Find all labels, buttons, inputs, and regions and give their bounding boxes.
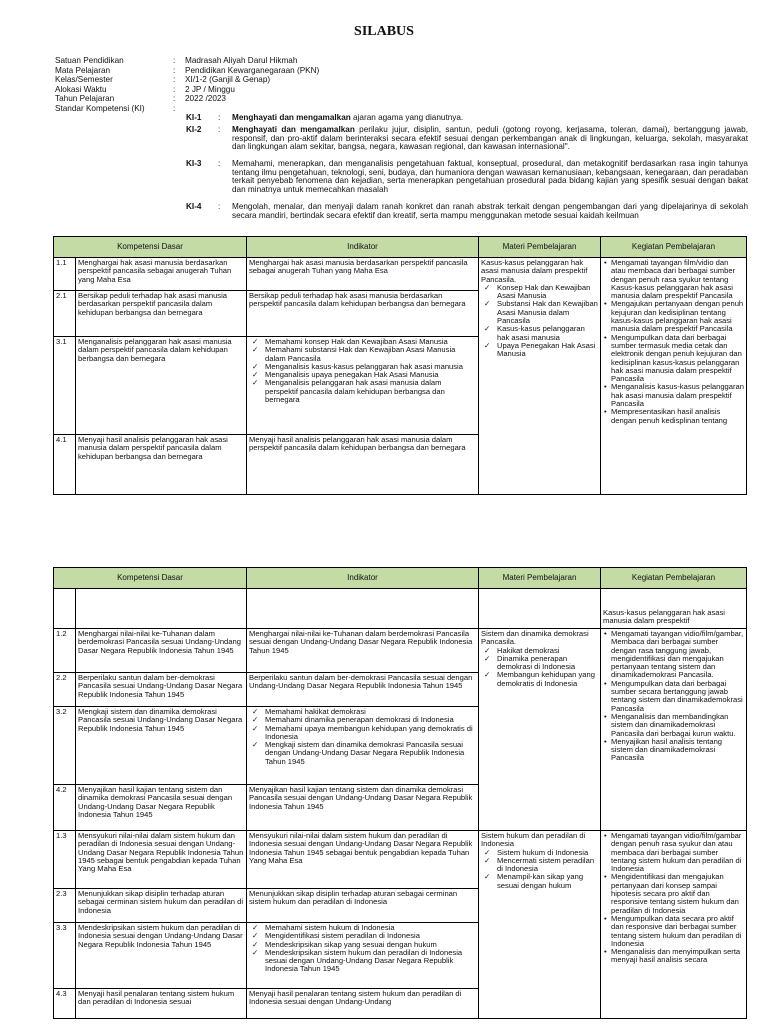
ki-item: KI-4 : Mengolah, menalar, dan menyaji dalam ranah konkret dan ranah abstrak terkait dengan pengembangan dari yang dipelajarinya di sekolah secara mandiri, bertindak secara efektif dan kreatif, serta mampu menggunakan metode sesuai kaidah keilmuan: [186, 202, 748, 220]
list-item: ✓ Upaya Penegakan Hak Asasi Manusia: [481, 342, 598, 359]
list-item: ✓ Membangun kehidupan yang demokratis di Indonesia: [481, 671, 598, 688]
ki-item: KI-1 : Menghayati dan mengamalkan ajaran agama yang dianutnya.: [186, 113, 464, 122]
materi-cell: Sistem hukum dan peradilan di Indonesia ✓ Sistem hukum di Indonesia ✓ Mencermati sistem peradilan di Indonesia ✓ Menampil-kan sikap yang sesuai dengan hukum: [479, 831, 601, 1019]
list-item: ✓ Sistem hukum di Indonesia: [481, 849, 598, 857]
list-item: ✓ Menganalisis upaya penegakan Hak Asasi Manusia: [249, 371, 476, 379]
kd-number: 4.1: [54, 435, 76, 495]
list-item: ✓ Hakikat demokrasi: [481, 647, 598, 655]
table-row: [54, 589, 747, 629]
list-item: • Mengumpulkan data secara pro aktif dan responsive dari berbagai sumber tentang sistem hukum dan peradilan di Indonesia: [603, 915, 744, 948]
syllabus-table-1: [53, 236, 747, 495]
table-row: 2.2 Berperilaku santun dalam ber-demokrasi Pancasila sesuai Undang-Undang Dasar Negara Republik Indonesia Tahun 1945 Berperilaku santun dalam ber-demokrasi Pancasila sesuai dengan Undang-Undang Dasar Negara Republik Indonesia Tahun 1945: [54, 673, 747, 707]
table-row: 1.2 Menghargai nilai-nilai ke-Tuhanan dalam berdemokrasi Pancasila sesuai Undang-Undang Dasar Negara Republik Indonesia Tahun 1945 Menghargai nilai-nilai ke-Tuhanan dalam berdemokrasi Pancasila sesuai dengan Undang-Undang Dasar Negara Republik Indonesia Tahun 1945 Sistem dan dinamika demokrasi Pancasila. ✓ Hakikat demokrasi ✓ Dinamika penerapan demokrasi di Indonesia ✓ Membangun kehidupan yang demokratis di Indonesia • Mengamati tayangan vidio/film/gambar, Membaca dari berbagai sumber dengan rasa tanggung jawab, mengidentifikasi dan mengajukan pertanyaan tentang sistem dan dinamikademokrasi Pancasila. • Mengumpulkan data dari berbagai sumber secara bertanggung jawab tentang sistem dan dinamikademokrasi Pancasila • Menganalisis dan membandingkan sistem dan dinamikademokrasi Pancasila dari berbagai kurun waktu. • Menyajikan hasil analisis tentang sistem dan dinamikademokrasi Pancasila: [54, 629, 747, 673]
kegiatan-cell: [601, 258, 747, 495]
list-item: • Mengumpulkan data dari berbagai sumber termasuk media cetak dan elektronik dengan penuh kejujuran dan kedisiplinan kasus-kasus pelanggaran hak asasi manusia dalam prespektif Pancasila: [603, 334, 744, 384]
kegiatan-cell: [601, 831, 747, 1019]
list-item: ✓ Memahami konsep Hak dan Kewajiban Asasi Manusia: [249, 338, 476, 346]
kd-number: 4.3: [54, 989, 76, 1019]
list-item: ✓ Memahami upaya membangun kehidupan yang demokratis di Indonesia: [249, 725, 476, 742]
table-row: 3.3 Mendeskripsikan sistem hukum dan peradilan di Indonesia sesuai dengan Undang-Undang Dasar Negara Republik Indonesia Tahun 1945 ✓ Memahami sistem hukum di Indonesia ✓ Mengidentifikasi sistem peradilan di Indonesia ✓ Mendeskripsikan sikap yang sesuai dengan hukum ✓ Mendeskripsikan sistem hukum dan peradilan di Indonesia sesuai dengan Undang-Undang Dasar Negara Republik Indonesia Tahun 1945: [54, 923, 747, 989]
list-item: ✓ Dinamika penerapan demokrasi di Indonesia: [481, 655, 598, 672]
list-item: • Menganalisis dan menyimpulkan serta menyaji hasil analisis secara: [603, 948, 744, 965]
header-kd: Kompetensi Dasar: [54, 237, 247, 258]
list-item: • Mengajukan pertanyaan dengan penuh kejujuran dan kedisiplinan tentang kasus-kasus pelanggaran hak asasi manusia dalam prespektif Pancasila: [603, 300, 744, 333]
list-item: • Mengumpulkan data dari berbagai sumber secara bertanggung jawab tentang sistem dan dinamikademokrasi Pancasila: [603, 680, 744, 713]
list-item: ✓ Konsep Hak dan Kewajiban Asasi Manusia: [481, 284, 598, 301]
list-item: ✓ Substansi Hak dan Kewajiban Asasi Manusia dalam Pancasila: [481, 300, 598, 325]
info-row: Alokasi Waktu : 2 JP / Minggu: [55, 84, 235, 94]
table-row: 4.3 Menyaji hasil penalaran tentang sistem hukum dan peradilan di Indonesia sesuai Menyaji hasil penalaran tentang sistem hukum dan peradilan di Indonesia sesuai dengan Undang-Undang: [54, 989, 747, 1019]
table-row: 3.2 Mengkaji sistem dan dinamika demokrasi Pancasila sesuai Undang-Undang Dasar Negara Republik Indonesia Tahun 1945 ✓ Memahami hakikat demokrasi ✓ Memahami dinamika penerapan demokrasi di Indonesia ✓ Memahami upaya membangun kehidupan yang demokratis di Indonesia ✓ Mengkaji sistem dan dinamika demokrasi Pancasila sesuai dengan Undang-Undang Dasar Negara Republik Indonesia Tahun 1945: [54, 707, 747, 785]
info-row: Satuan Pendidikan : Madrasah Aliyah Darul Hikmah: [55, 56, 298, 65]
kd-number: 2.2: [54, 673, 76, 707]
kd-number: 3.2: [54, 707, 76, 785]
list-item: • Menyajikan hasil analisis tentang sistem dan dinamikademokrasi Pancasila: [603, 738, 744, 763]
info-row: Standar Kompetensi (KI) :: [55, 103, 176, 113]
syllabus-table-2: [53, 567, 747, 1019]
table-row: 2.3 Menunjukkan sikap disiplin terhadap aturan sebagai cerminan sistem hukum dan peradilan di Indonesia Menunjukkan sikap disiplin terhadap aturan sebagai cerminan sistem hukum dan peradilan di Indonesia: [54, 889, 747, 923]
list-item: ✓ Menganalisis kasus-kasus pelanggaran hak asasi manusia: [249, 363, 476, 371]
list-item: ✓ Mengidentifikasi sistem peradilan di Indonesia: [249, 932, 476, 940]
list-item: ✓ Memahami dinamika penerapan demokrasi di Indonesia: [249, 716, 476, 724]
header-indikator: Indikator: [247, 237, 479, 258]
list-item: ✓ Mendeskripsikan sikap yang sesuai dengan hukum: [249, 941, 476, 949]
info-row: Mata Pelajaran : Pendidikan Kewarganegaraan (PKN): [55, 65, 320, 75]
table-row: 2.1 Bersikap peduli terhadap hak asasi manusia berdasarkan perspektif pancasila dalam kehidupan berbangsa dan bernegara Bersikap peduli terhadap hak asasi manusia berdasarkan perspektif pancasila dalam kehidupan berbangsa dan bernegara: [54, 291, 747, 337]
ki-item: KI-3 : Memahami, menerapkan, dan menganalisis pengetahuan faktual, konseptual, prosedural, dan metakognitif berdasarkan rasa ingin tahunya tentang ilmu pengetahuan, teknologi, seni, budaya, dan humaniora dengan wawasan kemanusiaan, kebangsaan, kenegaraan, dan peradaban terkait penyebab fenomena dan kejadian, serta menerapkan pengetahuan prosedural pada bidang kajian yang spesifik sesuai dengan bakat dan minatnya untuk memecahkan masalah: [186, 159, 748, 194]
info-row: Kelas/Semester : XI/1-2 (Ganjil & Genap): [55, 75, 271, 85]
list-item: • Mengidentifikasi dan mengajukan pertanyaan dari konsep sampai hipotesis secara pro aktif dan responsive tentang sistem hukum dan peradilan di Indonesia: [603, 873, 744, 914]
header-materi: Materi Pembelajaran: [479, 237, 601, 258]
list-item: ✓ Menganalisis pelanggaran hak asasi manusia dalam perspektif pancasila dalam kehidupan berbangsa dan bernegara: [249, 379, 476, 404]
table-header: [54, 237, 747, 258]
list-item: • Menganalisis kasus-kasus pelanggaran hak asasi manusia dalam prespektif Pancasila: [603, 383, 744, 408]
kd-number: 4.2: [54, 785, 76, 831]
table-header: Kompetensi Dasar Indikator Materi Pembelajaran Kegiatan Pembelajaran: [54, 568, 747, 589]
kd-number: 2.1: [54, 291, 76, 337]
list-item: ✓ Menampil-kan sikap yang sesuai dengan hukum: [481, 873, 598, 890]
table-row: 4.1 Menyaji hasil analisis pelanggaran hak asasi manusia dalam perspektif pancasila dalam kehidupan berbangsa dan bernegara Menyaji hasil analisis pelanggaran hak asasi manusia dalam perspektif pancasila dalam kehidupan berbangsa dan bernegara: [54, 435, 747, 495]
carry-over-text: Kasus-kasus pelanggaran hak asasi manusia dalam prespektif: [603, 609, 725, 626]
list-item: • Menganalisis dan membandingkan sistem dan dinamikademokrasi Pancasila dari berbagai kurun waktu.: [603, 713, 744, 738]
info-row: Tahun Pelajaran : 2022 /2023: [55, 94, 226, 104]
kd-number: 1.2: [54, 629, 76, 673]
list-item: • Mengamati tayangan vidio/film/gambar dengan penuh rasa syukur dan atau membaca dari berbagai sumber tentang sistem hukum dan peradilan di Indonesia: [603, 832, 744, 873]
list-item: • Mempresentasikan hasil analisis dengan penuh kedisplinan tentang: [603, 408, 744, 425]
kegiatan-cell: [601, 629, 747, 831]
list-item: ✓ Memahami sistem hukum di Indonesia: [249, 924, 476, 932]
list-item: ✓ Memahami hakikat demokrasi: [249, 708, 476, 716]
table-row: 1.1 Menghargai hak asasi manusia berdasarkan perspektif pancasila sebagai anugerah Tuhan yang Maha Esa Menghargai hak asasi manusia berdasarkan perspektif pancasila sebagai anugerah Tuhan yang Maha Esa Kasus-kasus pelanggaran hak asasi manusia dalam prespektif Pancasila. ✓ Konsep Hak dan Kewajiban Asasi Manusia ✓ Substansi Hak dan Kewajiban Asasi Manusia dalam Pancasila ✓ Kasus-kasus pelanggaran hak asasi manusia ✓ Upaya Penegakan Hak Asasi Manusia • Mengamati tayangan film/vidio dan atau membaca dari berbagai sumber dengan penuh rasa syukur tentang Kasus-kasus pelanggaran hak asasi manusia dalam prespektif Pancasila • Mengajukan pertanyaan dengan penuh kejujuran dan kedisiplinan tentang kasus-kasus pelanggaran hak asasi manusia dalam prespektif Pancasila • Mengumpulkan data dari berbagai sumber termasuk media cetak dan elektronik dengan penuh kejujuran dan kedisiplinan kasus-kasus pelanggaran hak asasi manusia dalam prespektif Pancasila • Menganalisis kasus-kasus pelanggaran hak asasi manusia dalam prespektif Pancasila • Mempresentasikan hasil analisis dengan penuh kedisplinan tentang: [54, 258, 747, 291]
table-row: 3.1 Menganalisis pelanggaran hak asasi manusia dalam perspektif pancasila dalam kehidupan berbangsa dan bernegara ✓ Memahami konsep Hak dan Kewajiban Asasi Manusia ✓ Memahami substansi Hak dan Kewajiban Asasi Manusia dalam Pancasila ✓ Menganalisis kasus-kasus pelanggaran hak asasi manusia ✓ Menganalisis upaya penegakan Hak Asasi Manusia ✓ Menganalisis pelanggaran hak asasi manusia dalam perspektif pancasila dalam kehidupan berbangsa dan bernegara: [54, 337, 747, 435]
list-item: • Mengamati tayangan film/vidio dan atau membaca dari berbagai sumber dengan penuh rasa syukur tentang Kasus-kasus pelanggaran hak asasi manusia dalam prespektif Pancasila: [603, 259, 744, 300]
materi-cell: Sistem dan dinamika demokrasi Pancasila. ✓ Hakikat demokrasi ✓ Dinamika penerapan demokrasi di Indonesia ✓ Membangun kehidupan yang demokratis di Indonesia: [479, 629, 601, 831]
list-item: ✓ Kasus-kasus pelanggaran hak asasi manusia: [481, 325, 598, 342]
materi-cell: Kasus-kasus pelanggaran hak asasi manusia dalam prespektif Pancasila. ✓ Konsep Hak dan Kewajiban Asasi Manusia ✓ Substansi Hak dan Kewajiban Asasi Manusia dalam Pancasila ✓ Kasus-kasus pelanggaran hak asasi manusia ✓ Upaya Penegakan Hak Asasi Manusia: [479, 258, 601, 495]
list-item: ✓ Mendeskripsikan sistem hukum dan peradilan di Indonesia sesuai dengan Undang-Undang Dasar Negara Republik Indonesia Tahun 1945: [249, 949, 476, 974]
header-kegiatan: Kegiatan Pembelajaran: [601, 237, 747, 258]
kd-number: 3.1: [54, 337, 76, 435]
list-item: ✓ Mencermati sistem peradilan di Indonesia: [481, 857, 598, 874]
kd-number: 2.3: [54, 889, 76, 923]
kd-number: 3.3: [54, 923, 76, 989]
page-title: SILABUS: [354, 24, 414, 39]
table-row: 1.3 Mensyukuri nilai-nilai dalam sistem hukum dan peradilan di Indonesia sesuai dengan Undang-Undang Dasar Negara Republik Indonesia Tahun 1945 sebagai bentuk pengabdian kepada Tuhan Yang Maha Esa Mensyukuri nilai-nilai dalam sistem hukum dan peradilan di Indonesia sesuai dengan Undang-Undang Dasar Negara Republik Indonesia Tahun 1945 sebagai bentuk pengabdian kepada Tuhan Yang Maha Esa Sistem hukum dan peradilan di Indonesia ✓ Sistem hukum di Indonesia ✓ Mencermati sistem peradilan di Indonesia ✓ Menampil-kan sikap yang sesuai dengan hukum • Mengamati tayangan vidio/film/gambar dengan penuh rasa syukur dan atau membaca dari berbagai sumber tentang sistem hukum dan peradilan di Indonesia • Mengidentifikasi dan mengajukan pertanyaan dari konsep sampai hipotesis secara pro aktif dan responsive tentang sistem hukum dan peradilan di Indonesia • Mengumpulkan data secara pro aktif dan responsive dari berbagai sumber tentang sistem hukum dan peradilan di Indonesia • Menganalisis dan menyimpulkan serta menyaji hasil analisis secara: [54, 831, 747, 889]
kd-number: 1.1: [54, 258, 76, 291]
document-info: [55, 56, 755, 114]
kd-number: 1.3: [54, 831, 76, 889]
list-item: ✓ Mengkaji sistem dan dinamika demokrasi Pancasila sesuai dengan Undang-Undang Dasar Negara Republik Indonesia Tahun 1945: [249, 741, 476, 766]
list-item: • Mengamati tayangan vidio/film/gambar, Membaca dari berbagai sumber dengan rasa tanggung jawab, mengidentifikasi dan mengajukan pertanyaan tentang sistem dan dinamikademokrasi Pancasila.: [603, 630, 744, 680]
list-item: ✓ Memahami substansi Hak dan Kewajiban Asasi Manusia dalam Pancasila: [249, 346, 476, 363]
ki-item: KI-2 : Menghayati dan mengamalkan perilaku jujur, disiplin, santun, peduli (gotong royong, kerjasama, toleran, damai), bertanggung jawab, responsif, dan pro-aktif dalam berinteraksi secara efektif sesuai dengan perkembangan anak di lingkungan, keluarga, sekolah, masyarakat dan lingkungan alam sekitar, bangsa, negara, kawasan regional, dan kawasan internasional".: [186, 125, 748, 152]
table-row: 4.2 Menyajikan hasil kajian tentang sistem dan dinamika demokrasi Pancasila sesuai dengan Undang-Undang Dasar Negara Republik Indonesia Tahun 1945 Menyajikan hasil kajian tentang sistem dan dinamika demokrasi Pancasila sesuai dengan Undang-Undang Dasar Negara Republik Indonesia Tahun 1945: [54, 785, 747, 831]
